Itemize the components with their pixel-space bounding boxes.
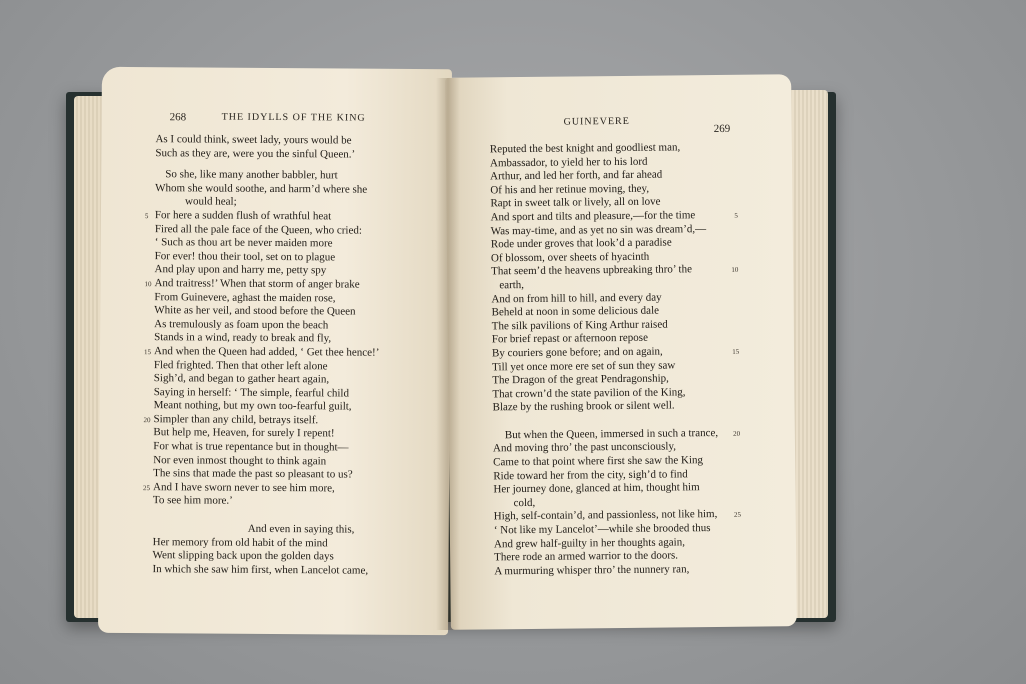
line-text: Of his and her retinue moving, they, (490, 182, 650, 197)
line-text: A murmuring whisper thro’ the nunnery ran, (494, 563, 690, 578)
line-text: That seem’d the heavens upbreaking thro’ the (491, 263, 692, 278)
line-text: Whom she would soothe, and harm’d where she (155, 181, 368, 196)
line-number: 20 (733, 429, 741, 438)
line-text: High, self-contain’d, and passionless, not like him, (493, 508, 718, 523)
line-text: Rapt in sweet talk or lively, all on love (490, 195, 661, 210)
line-text: And even in saying this, (247, 522, 355, 536)
line-text: And sport and tilts and pleasure,—for the time (490, 209, 696, 224)
line-text: The sins that made the past so pleasant to us? (153, 467, 353, 481)
poem-line (152, 563, 377, 578)
line-text: Of blossom, over sheets of hyacinth (490, 250, 650, 265)
line-text: And I have sworn never to see him more, (153, 480, 335, 495)
running-head: GUINEVERE (563, 115, 630, 128)
left-page (98, 67, 452, 635)
line-text: Saying in herself: ‘ The simple, fearful child (153, 385, 350, 400)
line-text: Beheld at noon in some delicious dale (491, 304, 660, 319)
line-text: For brief repast or afternoon repose (491, 332, 649, 346)
line-number: 15 (732, 347, 740, 356)
line-text: And on from hill to hill, and every day (491, 291, 662, 305)
line-text: Such as they are, were you the sinful Queen.’ (155, 146, 356, 161)
poem-lines (143, 133, 380, 578)
right-page (445, 74, 797, 630)
line-text: And moving thro’ the past unconsciously, (492, 440, 677, 455)
line-text: The Dragon of the great Pendragonship, (492, 372, 669, 387)
poem-line (494, 563, 719, 579)
line-text: But when the Queen, immersed in such a trance, (504, 426, 719, 442)
line-text: Meant nothing, but my own too-fearful guilt, (153, 399, 352, 413)
line-text: Fled frighted. Then that other left alone (153, 358, 328, 372)
line-text: Rode under groves that look’d a paradise (490, 236, 672, 251)
line-text: ‘ Not like my Lancelot’—while she brooded thus (493, 522, 711, 537)
line-text: earth, (499, 278, 525, 292)
line-text: So she, like many another babbler, hurt (165, 168, 338, 182)
poem-lines (489, 141, 741, 579)
line-text: White as her veil, and stood before the Queen (154, 304, 356, 318)
line-text: cold, (513, 496, 536, 509)
line-text: And play upon and harry me, petty spy (154, 263, 327, 277)
line-text: The silk pavilions of King Arthur raised (491, 318, 668, 333)
line-text: For ever! thou their tool, set on to plague (154, 249, 336, 264)
line-text: But help me, Heaven, for surely I repent! (153, 426, 335, 440)
line-number: 20 (143, 415, 151, 425)
book-gutter (436, 78, 460, 630)
line-text: That crown’d the state pavilion of the King, (492, 386, 686, 401)
line-number: 5 (144, 212, 149, 221)
line-text: Came to that point where first she saw the King (493, 454, 704, 469)
line-text: Ride toward her from the city, sigh’d to find (493, 467, 688, 483)
line-text: And when the Queen had added, ‘ Get thee hence!’ (153, 345, 380, 359)
line-number: 25 (143, 483, 151, 492)
line-text: ‘ Such as thou art be never maiden more (154, 236, 333, 250)
running-head: THE IDYLLS OF THE KING (221, 111, 366, 124)
page-number: 269 (713, 122, 731, 136)
line-text: As tremulously as foam upon the beach (154, 317, 329, 332)
line-text: Stands in a wind, ready to break and fly, (154, 331, 332, 345)
line-text: There rode an armed warrior to the doors. (494, 549, 679, 564)
line-text: As I could think, sweet lady, yours would be (155, 133, 352, 147)
line-text: To see him more.’ (152, 494, 233, 508)
line-text: And grew half-guilty in her thoughts again, (493, 535, 685, 550)
line-text: For here a sudden flush of wrathful heat (154, 209, 332, 223)
page-number: 268 (169, 111, 187, 124)
line-text: Till yet once more ere set of sun they saw (492, 358, 676, 373)
line-text: Ambassador, to yield her to his lord (489, 155, 648, 169)
line-number: 25 (733, 511, 741, 520)
stanza-break (153, 508, 378, 524)
line-text: would heal; (184, 195, 237, 209)
line-number: 10 (144, 280, 152, 289)
line-text: Blaze by the rushing brook or silent well. (492, 399, 675, 414)
line-text: Fired all the pale face of the Queen, who cried: (154, 222, 362, 237)
line-text: Went slipping back upon the golden days (152, 549, 334, 563)
line-text: Reputed the best knight and goodliest man, (489, 141, 681, 156)
line-text: Sigh’d, and began to gather heart again, (153, 372, 330, 386)
line-text: From Guinevere, aghast the maiden rose, (154, 290, 336, 304)
line-text: And traitress!’ When that storm of anger brake (154, 277, 360, 291)
line-text: By couriers gone before; and on again, (491, 345, 663, 360)
line-text: Her journey done, glanced at him, thought him (493, 481, 700, 496)
line-text: Nor even inmost thought to think again (153, 453, 327, 468)
line-text: For what is true repentance but in thought— (153, 440, 349, 454)
line-number: 5 (734, 211, 738, 220)
line-number: 10 (731, 266, 739, 275)
line-text: Her memory from old habit of the mind (152, 535, 328, 549)
line-text: Arthur, and led her forth, and far ahead (490, 168, 663, 183)
line-text: In which she saw him first, when Lancelot came, (152, 562, 369, 577)
line-text: Was may-time, and as yet no sin was dream’d,— (490, 222, 707, 237)
line-number: 15 (143, 347, 152, 357)
line-text: Simpler than any child, betrays itself. (153, 413, 319, 427)
